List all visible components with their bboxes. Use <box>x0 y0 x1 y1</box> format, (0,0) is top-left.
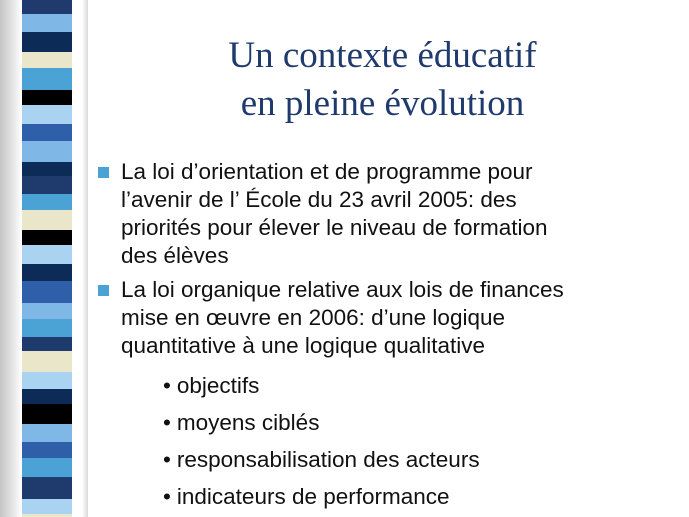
dot-bullet-icon: • <box>163 410 171 435</box>
decorative-stripe <box>22 176 72 194</box>
decorative-stripe <box>22 90 72 105</box>
decorative-stripe <box>22 458 72 477</box>
decorative-stripe <box>22 442 72 458</box>
decorative-stripe <box>22 319 72 337</box>
bullet-line: La loi d’orientation et de programme pour <box>121 159 533 184</box>
decorative-stripe <box>22 389 72 404</box>
sub-bullet-label: indicateurs de performance <box>176 484 450 509</box>
decorative-stripe <box>22 68 72 90</box>
bullet-line: priorités pour élever le niveau de formation <box>121 215 548 240</box>
square-bullet-icon <box>98 167 109 178</box>
decorative-stripe <box>22 52 72 68</box>
decorative-stripe <box>22 14 72 32</box>
bullet-line: des élèves <box>121 243 229 268</box>
decorative-stripe <box>22 230 72 245</box>
sub-bullet-item <box>163 483 643 517</box>
decorative-stripe <box>22 32 72 52</box>
title-line-1: Un contexte éducatif <box>228 35 537 76</box>
bullet-item <box>92 158 672 270</box>
decorative-stripe <box>22 424 72 442</box>
decorative-stripe <box>22 303 72 319</box>
decorative-stripe <box>22 499 72 514</box>
decorative-stripe <box>22 264 72 281</box>
decorative-stripe <box>22 0 72 14</box>
decorative-stripe <box>22 404 72 424</box>
dot-bullet-icon: • <box>163 447 171 472</box>
decorative-stripe <box>22 141 72 162</box>
bullet-line: l’avenir de l’ École du 23 avril 2005: des <box>121 187 517 212</box>
decorative-stripe <box>22 281 72 303</box>
decorative-stripe <box>22 162 72 176</box>
dot-bullet-icon: • <box>163 484 171 509</box>
decorative-stripe <box>22 105 72 124</box>
decorative-stripe <box>22 372 72 389</box>
bullet-line: quantitative à une logique qualitative <box>121 333 486 358</box>
bullet-item <box>92 276 672 360</box>
decorative-stripe <box>22 477 72 499</box>
sub-bullet-item <box>163 409 643 446</box>
decorative-stripe <box>22 210 72 230</box>
bullet-list <box>92 158 672 366</box>
decorative-stripe <box>22 337 72 351</box>
decorative-stripes <box>22 0 72 517</box>
square-bullet-icon <box>98 285 109 296</box>
sub-bullet-item <box>163 372 643 409</box>
dot-bullet-icon: • <box>163 373 171 398</box>
title-line-2: en pleine évolution <box>240 83 525 124</box>
decorative-stripe <box>22 351 72 372</box>
sub-bullet-label: moyens ciblés <box>176 410 320 435</box>
sub-bullet-label: responsabilisation des acteurs <box>176 447 480 472</box>
sub-bullet-item <box>163 446 643 483</box>
decorative-side-bar <box>0 0 88 517</box>
decorative-stripe <box>22 124 72 141</box>
sub-bullet-list <box>163 372 643 517</box>
slide-title <box>110 32 655 128</box>
bullet-line: mise en œuvre en 2006: d’une logique <box>121 305 505 330</box>
bullet-line: La loi organique relative aux lois de finances <box>121 277 564 302</box>
sub-bullet-label: objectifs <box>176 373 260 398</box>
decorative-stripe <box>22 245 72 264</box>
decorative-stripe <box>22 194 72 210</box>
